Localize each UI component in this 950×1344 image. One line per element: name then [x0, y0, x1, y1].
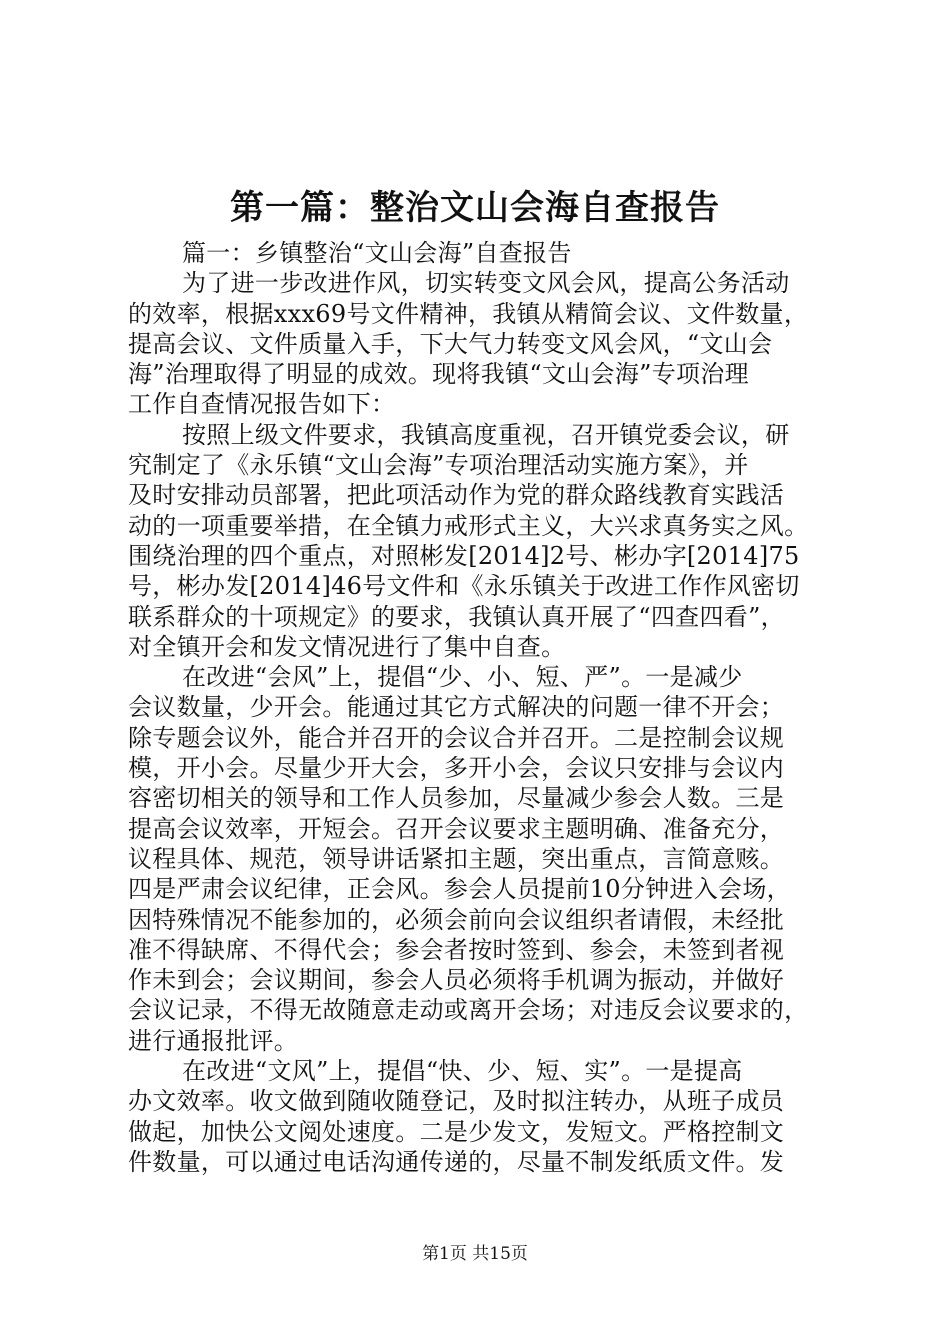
body-line: 联系群众的十项规定》的要求，我镇认真开展了“四查四看”，	[128, 602, 785, 631]
body-line: 件数量，可以通过电话沟通传递的，尽量不制发纸质文件。发	[128, 1147, 785, 1176]
body-line: 按照上级文件要求，我镇高度重视，召开镇党委会议，研	[182, 420, 790, 449]
page-footer: 第1页 共15页	[422, 1244, 528, 1264]
body-line: 对全镇开会和发文情况进行了集中自查。	[128, 632, 566, 661]
body-line: 及时安排动员部署，把此项活动作为党的群众路线教育实践活	[128, 481, 785, 510]
body-line: 因特殊情况不能参加的，必须会前向会议组织者请假，未经批	[128, 905, 785, 934]
body-line: 做起，加快公文阅处速度。二是少发文，发短文。严格控制文	[128, 1117, 785, 1146]
body-line: 在改进“文风”上，提倡“快、少、短、实”。一是提高	[182, 1057, 743, 1086]
body-line: 进行通报批评。	[128, 1026, 299, 1055]
body-line: 的效率，根据xxx69号文件精神，我镇从精简会议、文件数量，	[128, 299, 809, 328]
body-line: 模，开小会。尽量少开大会，多开小会，会议只安排与会议内	[128, 754, 785, 783]
body-line: 围绕治理的四个重点，对照彬发[2014]2号、彬办字[2014]75	[128, 541, 800, 570]
body-line: 议程具体、规范，领导讲话紧扣主题，突出重点，言简意赅。	[128, 844, 785, 873]
body-line: 作未到会；会议期间，参会人员必须将手机调为振动，并做好	[128, 966, 785, 995]
body-line: 动的一项重要举措，在全镇力戒形式主义，大兴求真务实之风。	[128, 511, 809, 540]
body-line: 在改进“会风”上，提倡“少、小、短、严”。一是减少	[182, 663, 743, 692]
document-body	[128, 238, 838, 1177]
body-line: 海”治理取得了明显的成效。现将我镇“文山会海”专项治理	[128, 360, 749, 389]
document-title: 第一篇：整治文山会海自查报告	[230, 188, 720, 228]
body-line: 准不得缺席、不得代会；参会者按时签到、参会，未签到者视	[128, 935, 785, 964]
body-line: 容密切相关的领导和工作人员参加，尽量减少参会人数。三是	[128, 784, 785, 813]
body-line: 会议记录，不得无故随意走动或离开会场；对违反会议要求的，	[128, 996, 809, 1025]
body-line: 提高会议、文件质量入手，下大气力转变文风会风，“文山会	[128, 329, 773, 358]
body-line: 号，彬办发[2014]46号文件和《永乐镇关于改进工作作风密切	[128, 572, 800, 601]
body-line: 为了进一步改进作风，切实转变文风会风，提高公务活动	[182, 269, 790, 298]
body-line: 提高会议效率，开短会。召开会议要求主题明确、准备充分，	[128, 814, 785, 843]
body-line: 除专题会议外，能合并召开的会议合并召开。二是控制会议规	[128, 723, 785, 752]
body-line: 会议数量，少开会。能通过其它方式解决的问题一律不开会；	[128, 693, 785, 722]
body-line: 究制定了《永乐镇“文山会海”专项治理活动实施方案》，并	[128, 451, 749, 480]
body-line: 篇一：乡镇整治“文山会海”自查报告	[182, 239, 572, 267]
body-line: 四是严肃会议纪律，正会风。参会人员提前10分钟进入会场，	[128, 875, 791, 904]
body-line: 办文效率。收文做到随收随登记，及时拟注转办，从班子成员	[128, 1087, 785, 1116]
body-line: 工作自查情况报告如下：	[128, 390, 396, 419]
